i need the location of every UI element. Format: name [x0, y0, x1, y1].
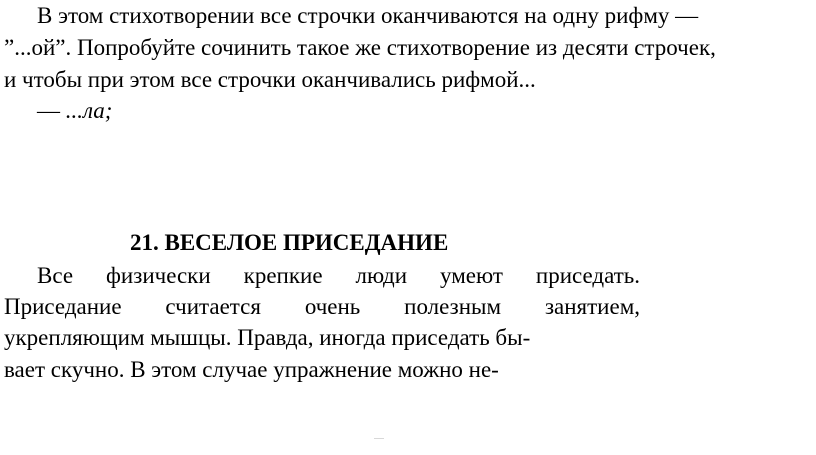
section-text-line-4: вает скучно. В этом случае упражнение можно не-	[4, 357, 499, 382]
task-text-line-1: В этом стихотворении все строчки оканчиваются на одну рифму —	[37, 3, 699, 28]
rhyme-example-dash: —	[37, 98, 66, 123]
rhyme-example-ending: ...ла;	[65, 98, 113, 123]
section-heading: 21. ВЕСЕЛОЕ ПРИСЕДАНИЕ	[130, 230, 449, 255]
section-text-line-3: укрепляющим мышцы. Правда, иногда приседать бы-	[4, 325, 531, 350]
task-text-line-2: ”...ой”. Попробуйте сочинить такое же стихотворение из десяти строчек,	[4, 35, 716, 60]
section-text-line-1: Все физически крепкие люди умеют приседать.	[37, 263, 640, 288]
task-text-line-3: и чтобы при этом все строчки оканчивались рифмой...	[4, 67, 536, 92]
rhyme-example	[37, 97, 112, 125]
section-text-line-2: Приседание считается очень полезным занятием,	[4, 294, 640, 319]
page-divider-mark	[374, 438, 384, 439]
